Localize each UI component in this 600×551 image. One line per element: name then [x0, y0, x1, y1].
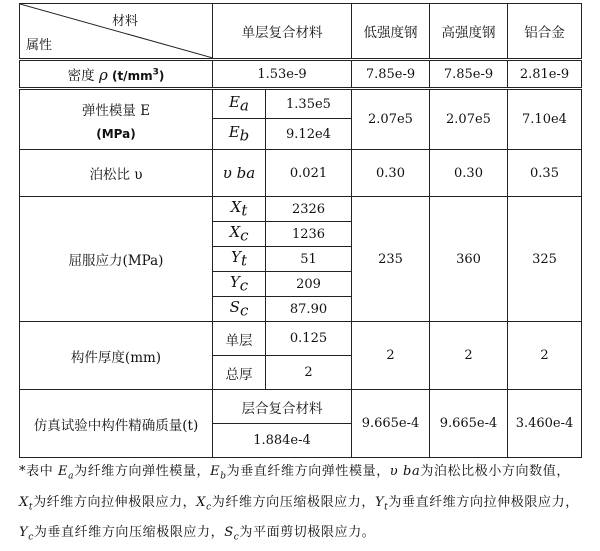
poisson-symbol: υ ba	[213, 150, 266, 197]
mass-row-label	[20, 390, 582, 424]
yield-symbol-yc: $Y_c$	[213, 272, 266, 297]
thickness-single-value: 0.125	[266, 322, 352, 356]
mass-composite-value: 1.884e-4	[213, 424, 352, 458]
modulus-label: 弹性模量 E (MPa)	[20, 89, 213, 150]
poisson-composite: 0.021	[266, 150, 352, 197]
yield-symbol-xc: $X_c$	[213, 222, 266, 247]
modulus-eb-value: 9.12e4	[266, 119, 352, 150]
thickness-row-single	[20, 322, 582, 356]
header-corner-cell	[20, 4, 213, 60]
poisson-high-steel: 0.30	[430, 150, 508, 197]
mass-composite-label: 层合复合材料	[213, 390, 352, 424]
header-material-label: 材料	[112, 14, 139, 29]
thickness-label: 构件厚度(mm)	[20, 322, 213, 390]
yield-sc-value: 87.90	[266, 297, 352, 322]
density-composite: 1.53e-9	[213, 60, 352, 89]
header-low-steel: 低强度钢	[352, 4, 430, 60]
mass-low-steel: 9.665e-4	[352, 390, 430, 458]
thickness-low-steel: 2	[352, 322, 430, 390]
modulus-low-steel: 2.07e5	[352, 89, 430, 150]
mass-label: 仿真试验中构件精确质量(t)	[20, 390, 213, 458]
poisson-aluminum: 0.35	[508, 150, 582, 197]
modulus-row-a	[20, 89, 582, 119]
thickness-single-label: 单层	[213, 322, 266, 356]
thickness-total-label: 总厚	[213, 356, 266, 390]
modulus-ea-value: 1.35e5	[266, 89, 352, 119]
modulus-symbol-eb: $E_b$	[213, 119, 266, 150]
density-row	[20, 60, 582, 89]
yield-label: 屈服应力(MPa)	[20, 197, 213, 322]
mass-aluminum: 3.460e-4	[508, 390, 582, 458]
thickness-high-steel: 2	[430, 322, 508, 390]
modulus-high-steel: 2.07e5	[430, 89, 508, 150]
header-high-steel: 高强度钢	[430, 4, 508, 60]
yield-high-steel: 360	[430, 197, 508, 322]
yield-low-steel: 235	[352, 197, 430, 322]
modulus-aluminum: 7.10e4	[508, 89, 582, 150]
header-composite: 单层复合材料	[213, 4, 352, 60]
table-footnote: *表中 $E_a$为纤维方向弹性模量，$E_b$为垂直纤维方向弹性模量，υ ba为泊松比极小方向数值，$X_t$为纤维方向拉伸极限应力，$X_c$为纤维方向压缩极限应力，$Y_t$为垂直纤维方向拉伸极限应力，$Y_c$为垂直纤维方向压缩极限应力，$S_c$为平面剪切极限应力。	[19, 464, 579, 543]
density-label: 密度 ρ $(t/mm^3)$	[20, 60, 213, 89]
header-row	[20, 4, 582, 60]
yield-symbol-sc: $S_c$	[213, 297, 266, 322]
poisson-row	[20, 150, 582, 197]
header-property-label: 属性	[26, 38, 53, 53]
mass-high-steel: 9.665e-4	[430, 390, 508, 458]
thickness-total-value: 2	[266, 356, 352, 390]
yield-symbol-yt: $Y_t$	[213, 247, 266, 272]
yield-aluminum: 325	[508, 197, 582, 322]
yield-symbol-xt: $X_t$	[213, 197, 266, 222]
modulus-symbol-ea: $E_a$	[213, 89, 266, 119]
poisson-label: 泊松比 υ	[20, 150, 213, 197]
density-high-steel: 7.85e-9	[430, 60, 508, 89]
material-properties-table	[19, 3, 582, 458]
yield-row-xt	[20, 197, 582, 222]
poisson-low-steel: 0.30	[352, 150, 430, 197]
density-aluminum: 2.81e-9	[508, 60, 582, 89]
yield-yc-value: 209	[266, 272, 352, 297]
thickness-aluminum: 2	[508, 322, 582, 390]
header-aluminum: 铝合金	[508, 4, 582, 60]
yield-yt-value: 51	[266, 247, 352, 272]
yield-xt-value: 2326	[266, 197, 352, 222]
density-low-steel: 7.85e-9	[352, 60, 430, 89]
yield-xc-value: 1236	[266, 222, 352, 247]
